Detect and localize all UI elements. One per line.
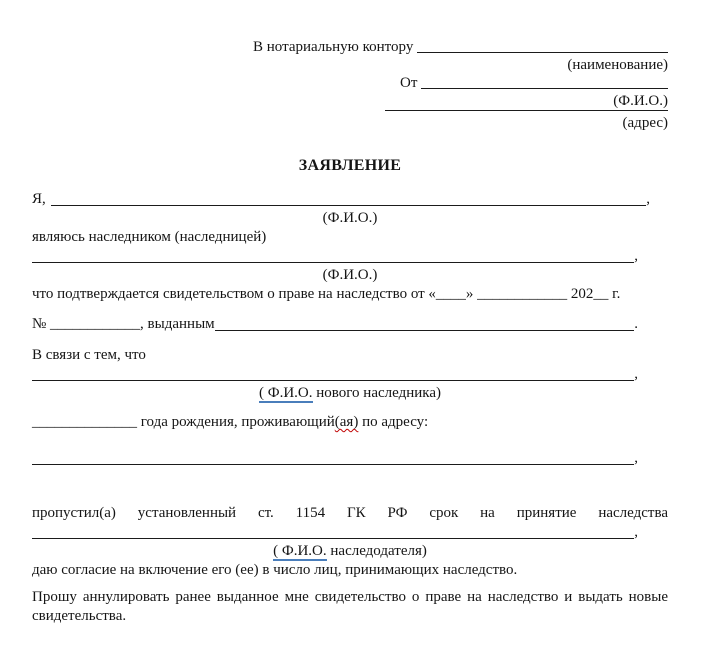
- applicant-prefix: Я,: [32, 191, 46, 207]
- testator-fio-caption-rest: наследодателя): [326, 543, 427, 559]
- missed-term-line: пропустил(а) установленный ст. 1154 ГК РФ срок на принятие наследства: [32, 505, 668, 521]
- decedent-name-line: [32, 247, 668, 266]
- heir-statement-line: являюсь наследником (наследницей): [32, 229, 267, 245]
- applicant-name-line: [32, 190, 668, 209]
- trailing-comma: ,: [634, 450, 638, 466]
- trailing-comma: ,: [634, 524, 638, 540]
- testator-name-line: [32, 523, 668, 542]
- from-label: От: [400, 75, 418, 91]
- birth-line-prefix: ______________ года рождения, проживающий: [32, 414, 335, 430]
- trailing-comma: ,: [634, 366, 638, 382]
- testator-name-blank: [32, 538, 634, 539]
- document-body: [32, 190, 668, 626]
- consent-line: даю согласие на включение его (ее) в число лиц, принимающих наследство.: [32, 562, 518, 578]
- birth-line-spellcheck-fragment: (ая): [334, 414, 359, 430]
- decedent-fio-caption: (Ф.И.О.): [322, 267, 378, 283]
- trailing-comma: ,: [646, 191, 650, 207]
- from-blank: [421, 88, 668, 89]
- testator-fio-caption-underlined: ( Ф.И.О.: [273, 543, 327, 559]
- trailing-comma: ,: [634, 248, 638, 264]
- new-heir-fio-caption: [32, 384, 668, 403]
- applicant-fio-caption: (Ф.И.О.): [322, 210, 378, 226]
- document-title: ЗАЯВЛЕНИЕ: [298, 157, 402, 174]
- residence-address-blank: [32, 464, 634, 465]
- testator-fio-caption: [32, 542, 668, 561]
- new-heir-fio-caption-underlined: ( Ф.И.О.: [259, 385, 313, 401]
- due-to-line: В связи с тем, что: [32, 347, 146, 363]
- address-blank: [385, 110, 668, 111]
- decedent-name-blank: [32, 262, 634, 263]
- address-caption: (адрес): [622, 115, 668, 131]
- notary-office-label: В нотариальную контору: [253, 39, 414, 55]
- from-fio-caption: (Ф.И.О.): [613, 93, 668, 109]
- residence-address-line: [32, 449, 668, 468]
- notary-office-line: [253, 38, 668, 56]
- notary-office-blank: [417, 52, 668, 53]
- request-paragraph: Прошу аннулировать ранее выданное мне свидетельство о праве на наследство и выдать новые свидетельства.: [32, 589, 668, 624]
- from-line: [253, 74, 668, 92]
- certificate-number-line: [32, 315, 668, 334]
- birth-line-suffix: по адресу:: [358, 414, 429, 430]
- applicant-name-blank: [51, 205, 646, 206]
- new-heir-fio-caption-rest: нового наследника): [312, 385, 441, 401]
- trailing-period: .: [634, 316, 638, 332]
- birth-and-address-line: [32, 413, 668, 432]
- office-name-caption: (наименование): [567, 57, 668, 73]
- certificate-number-prefix: № ____________, выданным: [32, 316, 215, 332]
- header-addressee-block: [253, 38, 668, 132]
- new-heir-name-line: [32, 365, 668, 384]
- certificate-confirm-line: что подтверждается свидетельством о праве на наследство от «____» ____________ 202__ г.: [32, 286, 621, 302]
- issued-by-blank: [215, 330, 635, 331]
- new-heir-name-blank: [32, 380, 634, 381]
